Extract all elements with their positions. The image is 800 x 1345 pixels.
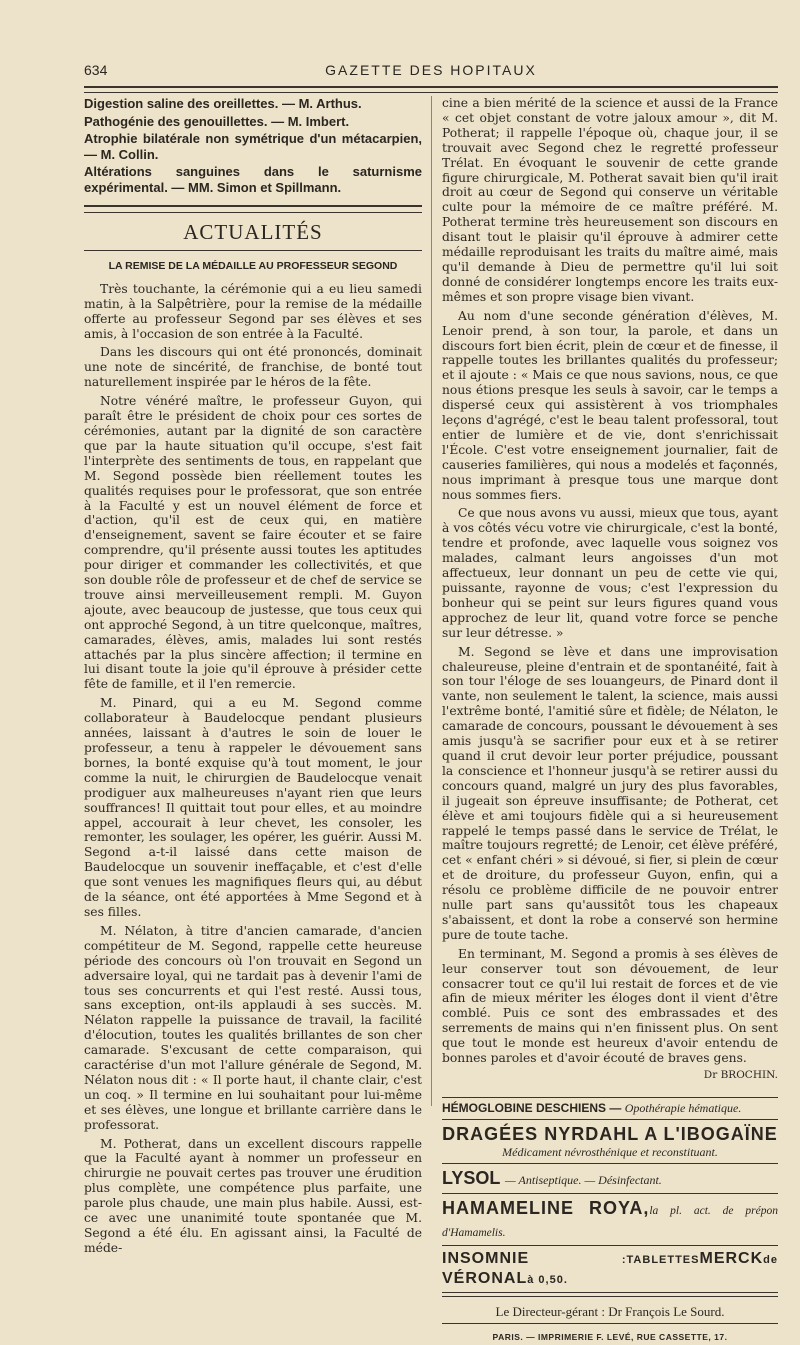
advertisements (442, 1097, 778, 1345)
ad-insom-f: à 0,50. (527, 1273, 568, 1286)
ad-ham-name: HAMAMELINE ROYA, (442, 1197, 650, 1218)
ad-hemo-desc: Opothérapie hématique. (624, 1100, 742, 1115)
section-separator (84, 205, 422, 213)
ad-insom-a: INSOMNIE (442, 1249, 530, 1267)
ad-rule (442, 1323, 778, 1324)
article-paragraph: Très touchante, la cérémonie qui a eu lieu samedi matin, à la Salpêtrière, pour la remise de la médaille offerte au professeur Segond par ses élèves et ses amis, à l'occasion de son entrée à la Faculté. (84, 281, 422, 341)
ad-rule (442, 1119, 778, 1120)
left-column (84, 96, 422, 1260)
ad-rule (442, 1163, 778, 1164)
printer-imprint: PARIS. — IMPRIMERIE F. LEVÉ, RUE CASSETTE, 17. (492, 1331, 728, 1342)
ad-rule (442, 1296, 778, 1297)
page-number: 634 (84, 62, 108, 78)
article-paragraph: cine a bien mérité de la science et aussi de la France « cet objet constant de votre jaloux amour », dit M. Potherat; il rappelle l'époque où, chaque jour, il se trouvait avec Segond chez le regretté professeur Trélat. En évoquant le souvenir de cette grande figure chirurgicale, M. Potherat savait bien qu'il irait droit au cœur de Segond qui conserve un véritable culte pour la mémoire de ce maître préféré. M. Potherat termine très heureusement son discours en disant tout le plaisir qu'il éprouve à admirer cette médaille reproduisant les traits du maître aimé, mais qu'il demande à Dieu de permettre qu'il lui soit donné de considérer longtemps encore les traits eux-mêmes et son propre visage bien vivant. (442, 96, 778, 304)
article-title: LA REMISE DE LA MÉDAILLE AU PROFESSEUR SEGOND (108, 259, 398, 272)
ad-lysol-desc: — Antiseptique. — Désinfectant. (505, 1173, 662, 1188)
title-rule (84, 250, 422, 251)
ad-insom-e: VÉRONAL (442, 1269, 528, 1287)
article-paragraph: Notre vénéré maître, le professeur Guyon, qui paraît être le président de choix pour ces sortes de cérémonies, autant par la dignité de son caractère que par la haute situation qu'il occupe, s'est fait l'interprète des sentiments de tous, en rappelant que M. Segond possède bien réellement toutes les qualités requises pour le professorat, que son entrée à la Faculté y est un nouvel élément de force et d'action, qu'il est de ceux qui, en matière d'enseignement, savent se faire écouter et se faire comprendre, qu'il présente aussi toutes les aptitudes pour diriger et commander les collectivités, et que son double rôle de professeur et de chef de service se trouve ainsi merveilleusement rempli. M. Guyon ajoute, avec beaucoup de justesse, que tous ceux qui ont approché Segond, à un titre quelconque, maîtres, camarades, élèves, amis, malades lui sont restés attachés par la plus sincère affection; il termine en lui disant toute la joie qu'il éprouve à présider cette fête de famille, et il l'en remercie. (84, 394, 422, 692)
ad-rule (442, 1245, 778, 1246)
header-rule (84, 86, 778, 93)
director-line: Le Directeur-gérant : Dr François Le Sourd. (495, 1303, 725, 1319)
section-title: ACTUALITÉS (183, 220, 323, 244)
ad-hemoglobine (442, 1101, 778, 1116)
ad-insom-d: de (763, 1253, 778, 1266)
page-header (84, 62, 778, 84)
article-paragraph: M. Nélaton, à titre d'ancien camarade, d'ancien compétiteur de M. Segond, rappelle cette heureuse période des concours où l'on trouvait en Segond un adversaire loyal, qui ne tardait pas à devenir l'ami de tous ses concurrents et qui l'est resté. Aussi tous, sans exception, ont-ils applaudi à ses succès. M. Nélaton rappelle la puissance de travail, la facilité d'élocution, toutes les qualités brillantes de son cher camarade. S'excusant de cette comparaison, qui caractérise d'un mot l'allure générale de Segond, M. Nélaton nous dit : « Il porte haut, il chante clair, c'est un coq. » Il termine en lui souhaitant pour lui-même et ses élèves, une longue et brillante carrière dans le professorat. (84, 923, 422, 1132)
ad-rule (442, 1097, 778, 1098)
ad-hamameline (442, 1197, 778, 1242)
article-paragraph: Ce que nous avons vu aussi, mieux que tous, ayant à vos côtés vécu votre vie chirurgicale, c'est la bonté, tendre et profonde, avec laquelle vous soignez vos malades, calmant leurs angoisses d'un mot affectueux, leur donnant un peu de cette vie qui, puissante, rayonne de vous; c'est l'expression du bonheur qui se peint sur leurs figures quand vous approchez de leur lit, quand votre force se penche sur leur détresse. » (442, 506, 778, 640)
ad-ham-desc: la pl. act. de prépon d'Hamamelis. (442, 1204, 778, 1240)
ad-insom-b: :TABLETTES (621, 1253, 700, 1266)
article-paragraph: Au nom d'une seconde génération d'élèves, M. Lenoir prend, à son tour, la parole, et dans un discours fort bien écrit, plein de cœur et de finesse, il rappelle toutes les brillantes qualités du professeur; et il ajoute : « Mais ce que nous savions, nous, ce que nous étions presque les seuls à savoir, car le temps a dispersé ceux qui assistèrent à vos triomphales leçons d'agrégé, c'est le beau talent professoral, tout entier de lumière et de vie, dont s'enrichissait l'École. C'est votre enseignement journalier, fait de causeries familières, qui nous a modelés et façonnés, nous imprimant à presque tous une marque dont nous sommes fiers. (442, 308, 778, 502)
toc-item: Digestion saline des oreillettes. — M. Arthus. (84, 96, 362, 111)
article-paragraph: Dans les discours qui ont été prononcés, dominait une note de sincérité, de franchise, de bonté tout naturellement inspirée par le héros de la fête. (84, 345, 422, 390)
ad-insom-c: MERCK (699, 1249, 764, 1267)
author-signature: Dr BROCHIN. (703, 1069, 778, 1081)
article-paragraph: En terminant, M. Segond a promis à ses élèves de leur conserver tout son dévouement, de leur consacrer tout ce qu'il lui restait de forces et de vie afin de mieux mériter les éloges dont il vient d'être comblé. Puis ce sont des embrassades et des serrements de mains qui n'en finissent plus. On sent que tout le monde est heureux d'avoir entendu de bonnes paroles et d'avoir écouté de braves gens. (442, 946, 778, 1066)
ad-rule (442, 1292, 778, 1293)
ad-rule (442, 1193, 778, 1194)
article-paragraph: M. Potherat, dans un excellent discours rappelle que la Faculté ayant à nommer un professeur en chirurgie ne pouvait certes pas trouver une érudition plus complète, une compétence plus parfaite, une parole plus chaude, une main plus habile. Aussi, est-ce avec une unanimité toute spontanée que M. Segond a été élu. En agissant ainsi, la Faculté de méde- (84, 1136, 422, 1255)
table-of-contents (84, 96, 422, 195)
ad-insomnie (442, 1249, 778, 1289)
ad-lysol (442, 1167, 778, 1190)
ad-hemo-name: HÉMOGLOBINE DESCHIENS — (442, 1100, 622, 1115)
toc-item: Altérations sanguines dans le saturnisme expérimental. — MM. Simon et Spillmann. (84, 164, 422, 195)
ad-nyrdahl: DRAGÉES NYRDAHL A L'IBOGAÏNE (442, 1123, 778, 1144)
article-paragraph: M. Pinard, qui a eu M. Segond comme collaborateur à Baudelocque pendant plusieurs années, laissant à d'autres le soin de louer le professeur, a tenu à rappeler le dévouement sans bornes, la bonté exquise qu'à tout moment, le jour comme la nuit, le chirurgien de Baudelocque venait prodiguer aux malheureuses n'ayant rien que leurs souffrances! Il quittait tout pour elles, et au moindre appel, accourait à leur chevet, les consoler, les remonter, les soulager, les opérer, les guérir. Aussi M. Segond a-t-il laissé dans cette maison de Baudelocque un souvenir ineffaçable, et c'est d'elle que sont venues les magnifiques fleurs qui, au début de la séance, ont été apportées à Mme Segond et à ses filles. (84, 696, 422, 919)
ad-nyrdahl-desc: Médicament névrosthénique et reconstituant. (502, 1145, 718, 1160)
journal-title: GAZETTE DES HOPITAUX (325, 62, 537, 78)
toc-item: Atrophie bilatérale non symétrique d'un métacarpien, — M. Collin. (84, 131, 422, 162)
article-paragraph: M. Segond se lève et dans une improvisation chaleureuse, pleine d'entrain et de spontanéité, fait à son tour l'éloge de ses louangeurs, de Pinard dont il vante, non seulement le talent, la science, mais aussi l'extrême bonté, l'amitié sûre et fidèle; de Nélaton, le camarade de concours, poussant le dévouement à ses amis jusqu'à se sacrifier pour eux et à se retirer quand il crut devoir leur porter préjudice, poussant la conscience et l'honneur jusqu'à se retirer aussi du concours quand, malgré un jury des plus favorables, il jugeait son épreuve insuffisante; de Potherat, cet élève et ami toujours fidèle qui a si heureusement rappelé le temps passé dans le service de Trélat, le maître toujours regretté; de Lenoir, cet élève préféré, cet « enfant chéri » si dévoué, si fier, si plein de cœur et de droiture, du professeur Guyon, enfin, qui a résolu ce problème difficile de ne pouvoir entrer nulle part sans qu'aussitôt tous les chapeaux s'abaissent, et dont la robe a conservé son hermine pure de toute tache. (442, 644, 778, 942)
ad-lysol-name: LYSOL (442, 1168, 501, 1189)
toc-item: Pathogénie des genouillettes. — M. Imbert. (84, 113, 350, 129)
column-divider (431, 96, 432, 1106)
right-column (442, 96, 778, 1345)
